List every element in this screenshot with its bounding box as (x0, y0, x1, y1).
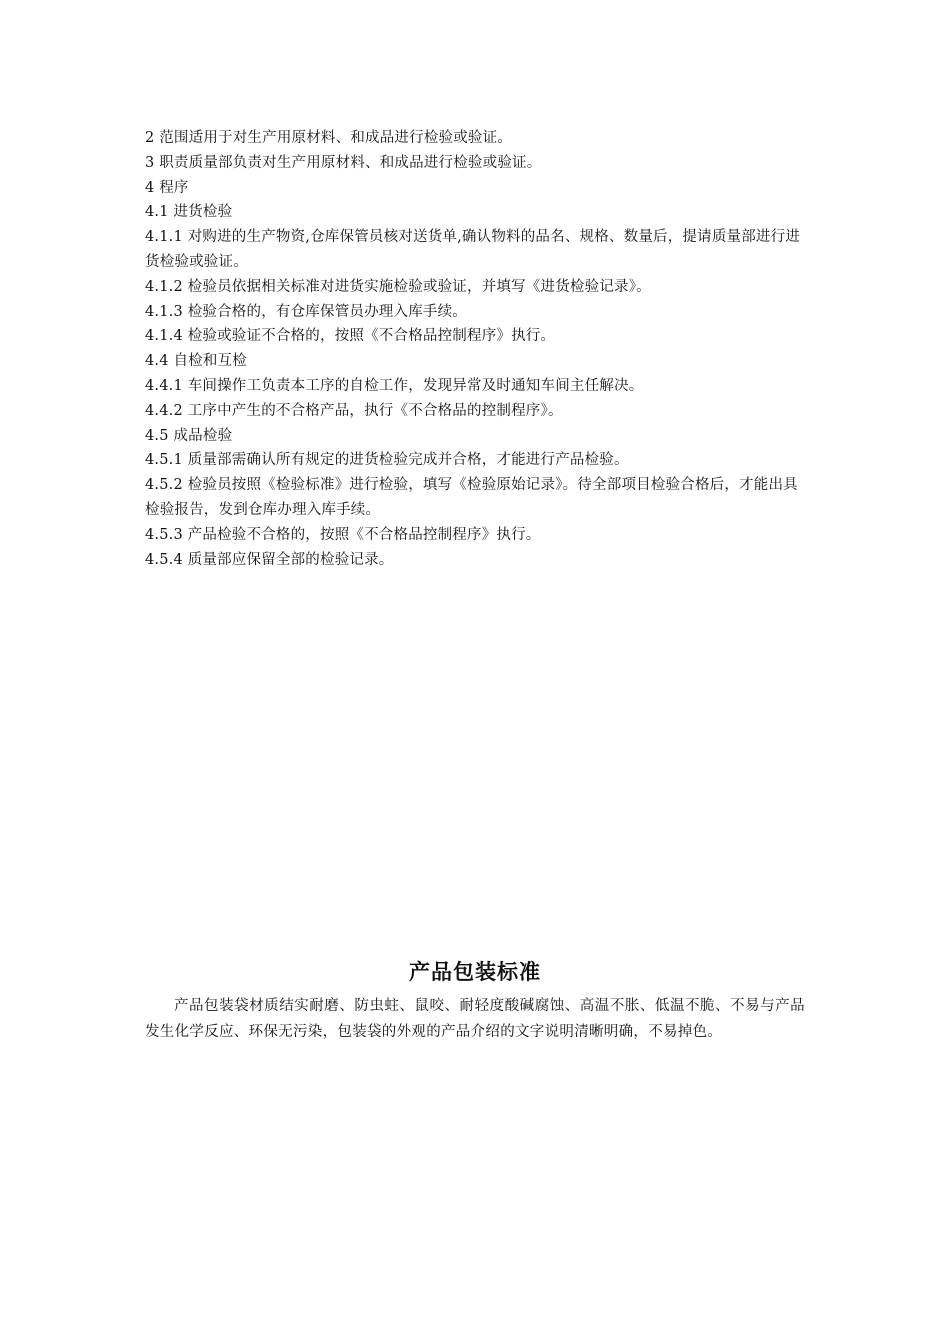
clause-4-5-2: 4.5.2 检验员按照《检验标准》进行检验，填写《检验原始记录》。待全部项目检验合格后，才能出具检验报告，发到仓库办理入库手续。 (145, 477, 798, 518)
self-inspection-heading: 4.4 自检和互检 (145, 353, 247, 370)
clause-4-5-4: 4.5.4 质量部应保留全部的检验记录。 (145, 551, 394, 568)
procedure-heading: 4 程序 (145, 179, 189, 196)
final-inspection-heading: 4.5 成品检验 (145, 427, 233, 444)
incoming-inspection-heading: 4.1 进货检验 (145, 204, 233, 221)
clause-4-5-3: 4.5.3 产品检验不合格的，按照《不合格品控制程序》执行。 (145, 526, 541, 543)
clause-4-1-3: 4.1.3 检验合格的，有仓库保管员办理入库手续。 (145, 303, 468, 320)
scope-line: 2 范围适用于对生产用原材料、和成品进行检验或验证。 (145, 130, 513, 146)
clause-4-4-2: 4.4.2 工序中产生的不合格产品，执行《不合格品的控制程序》。 (145, 402, 563, 419)
procedure-section (145, 126, 805, 572)
clause-4-5-1: 4.5.1 质量部需确认所有规定的进货检验完成并合格，才能进行产品检验。 (145, 452, 629, 469)
clause-4-1-1: 4.1.1 对购进的生产物资,仓库保管员核对送货单,确认物料的品名、规格、数量后，提请质量部进行进货检验或验证。 (145, 229, 801, 270)
packaging-standard-section (145, 955, 805, 1045)
packaging-standard-title: 产品包装标准 (409, 960, 541, 984)
packaging-standard-body: 产品包装袋材质结实耐磨、防虫蛀、鼠咬、耐轻度酸碱腐蚀、高温不胀、低温不脆、不易与产品发生化学反应、环保无污染，包装袋的外观的产品介绍的文字说明清晰明确，不易掉色。 (145, 998, 805, 1040)
clause-4-1-4: 4.1.4 检验或验证不合格的，按照《不合格品控制程序》执行。 (145, 328, 556, 345)
clause-4-1-2: 4.1.2 检验员依据相关标准对进货实施检验或验证，并填写《进货检验记录》。 (145, 278, 651, 295)
clause-4-4-1: 4.4.1 车间操作工负责本工序的自检工作，发现异常及时通知车间主任解决。 (145, 377, 644, 394)
responsibility-line: 3 职责质量部负责对生产用原材料、和成品进行检验或验证。 (145, 154, 542, 171)
